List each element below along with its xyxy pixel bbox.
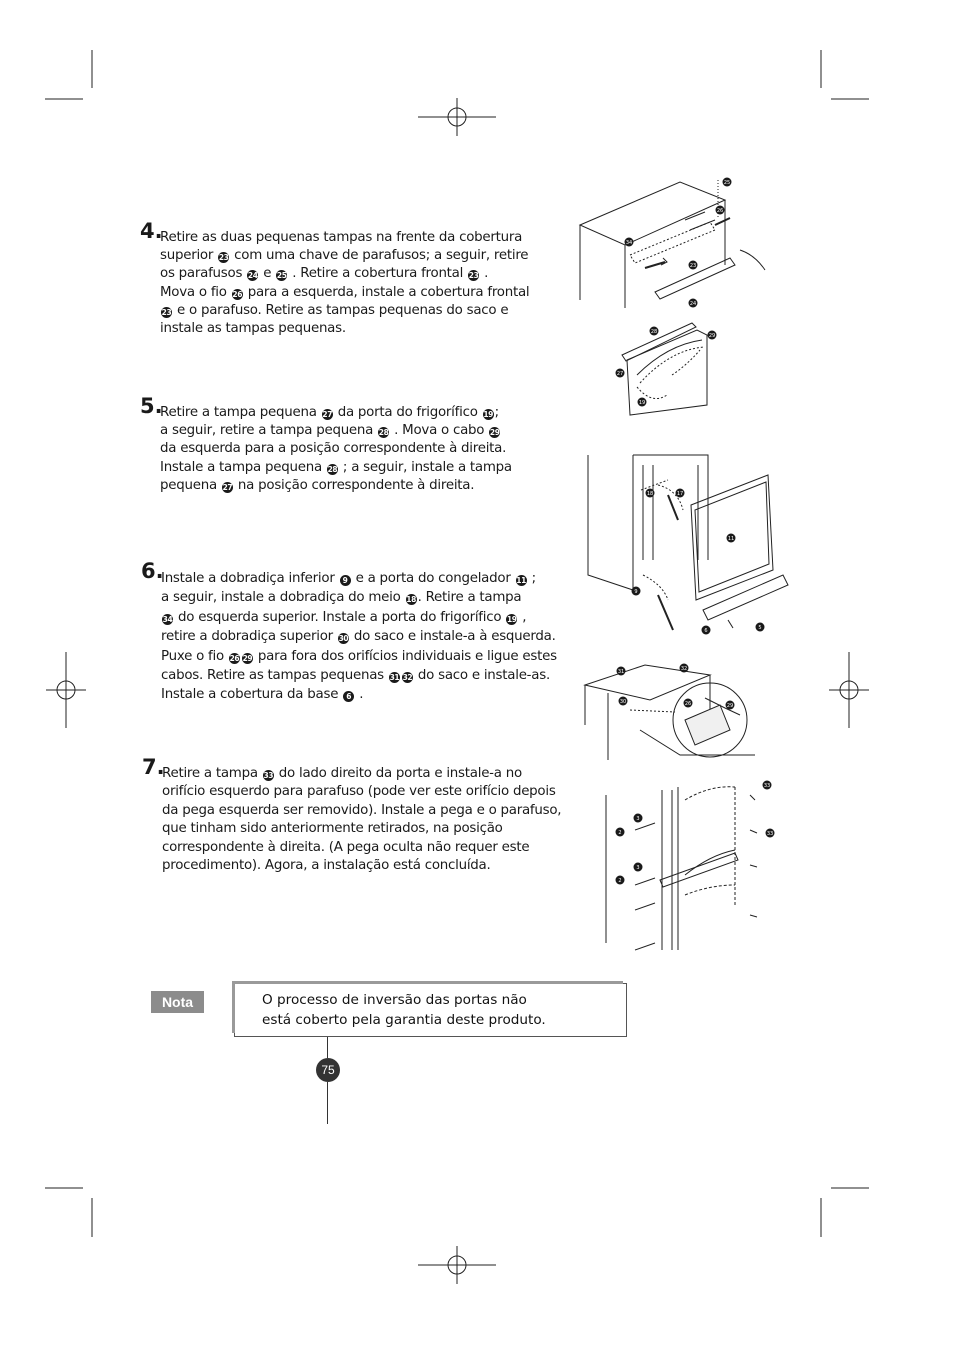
note-line: O processo de inversão das portas não	[262, 992, 527, 1008]
callout-label: 29	[726, 703, 734, 709]
illustration-handle-install	[600, 775, 780, 960]
step-line: os parafusos 24 e 25 . Retire a cobertura frontal 23 .	[160, 266, 489, 282]
step-line: 34 do esquerda superior. Instale a porta do frigorífico 19 ,	[162, 609, 527, 625]
step-text	[160, 404, 512, 495]
callout-label: 34	[625, 240, 633, 246]
part-reference-number: 33	[263, 771, 274, 780]
step-text	[160, 229, 529, 338]
figure-labels	[625, 178, 732, 308]
step-line: pequena 27 na posição correspondente à direita.	[160, 477, 475, 493]
part-reference-number: 26	[232, 289, 243, 299]
step-number: 7.	[142, 755, 165, 779]
part-reference-number: 28	[327, 464, 338, 474]
step-number: 6.	[141, 559, 164, 583]
step-line: procedimento). Agora, a instalação está concluída.	[162, 858, 491, 874]
callout-label: 27	[616, 371, 624, 377]
step-line: Instale a tampa pequena 28 ; a seguir, instale a tampa	[160, 459, 512, 475]
callout-label: 2	[618, 878, 622, 884]
callout-label: 9	[634, 589, 638, 595]
part-reference-number: 30	[338, 634, 349, 644]
illustration-top-cover	[575, 170, 775, 310]
step-line: Instale a cobertura da base 6 .	[161, 687, 364, 703]
step-line: a seguir, instale a dobradiça do meio 18 . Retire a tampa	[161, 590, 522, 606]
part-reference-number: 19	[483, 410, 493, 419]
callout-label: 19	[638, 400, 646, 406]
note-line: está coberto pela garantia deste produto.	[262, 1012, 546, 1028]
part-reference-number: 27	[322, 410, 333, 419]
callout-label: 33	[763, 783, 771, 789]
callout-label: 29	[708, 333, 716, 339]
step-line: Mova o fio 26 para a esquerda, instale a cobertura frontal	[160, 284, 530, 300]
step-line: orifício esquerdo para parafuso (pode ver este orifício depois	[162, 784, 556, 800]
step-text	[161, 569, 557, 705]
part-reference-number: 23	[218, 253, 229, 263]
figure-labels	[617, 664, 735, 710]
part-reference-number: 23	[468, 271, 479, 281]
callout-label: 5	[758, 625, 762, 631]
illustration-top-hinge	[580, 660, 755, 770]
step-line: Retire a tampa pequena 27 da porta do frigorífico 19 ;	[160, 405, 499, 420]
page-number-rule	[327, 1037, 328, 1058]
illustration-freezer-door	[583, 450, 808, 650]
step-line: cabos. Retire as tampas pequenas 31 32 do saco e instale-as.	[161, 668, 550, 684]
part-reference-number: 26	[229, 653, 240, 663]
callout-label: 28	[650, 329, 658, 335]
step-number: 5.	[140, 394, 163, 418]
step-line: 23 e o parafuso. Retire as tampas pequenas do saco e	[161, 302, 509, 318]
step-line: retire a dobradiça superior 30 do saco e instale-a à esquerda.	[161, 629, 556, 645]
note-text	[262, 990, 546, 1030]
illustration-door-top	[612, 315, 722, 420]
step-6	[141, 559, 557, 705]
step-line: superior 23 com uma chave de parafusos; a seguir, retire	[160, 248, 529, 264]
part-reference-number: 23	[161, 307, 172, 317]
callout-label: 31	[617, 669, 625, 675]
part-reference-number: 28	[378, 428, 389, 438]
page-number: 75	[316, 1058, 340, 1082]
callout-label: 3	[636, 865, 640, 871]
callout-label: 6	[704, 628, 708, 634]
note-label: Nota	[151, 991, 204, 1013]
part-reference-number: 11	[516, 576, 526, 585]
part-reference-number: 24	[247, 271, 258, 281]
part-reference-number: 32	[402, 673, 413, 683]
part-reference-number: 34	[162, 614, 173, 624]
callout-label: 18	[646, 491, 654, 497]
step-line: correspondente à direita. (A pega oculta não requer este	[162, 839, 530, 855]
step-line: Retire a tampa 33 do lado direito da porta e instale-a no	[162, 766, 522, 781]
step-line: instale as tampas pequenas.	[160, 321, 346, 337]
callout-label: 26	[684, 701, 692, 707]
part-reference-number: 29	[489, 428, 500, 438]
part-reference-number: 19	[506, 614, 517, 624]
callout-label: 3	[636, 816, 640, 822]
callout-label: 30	[619, 699, 627, 705]
part-reference-number: 25	[276, 271, 287, 281]
step-line: a seguir, retire a tampa pequena 28 . Mova o cabo 29	[160, 423, 500, 439]
step-line: da pega esquerda ser removido). Instale a pega e o parafuso,	[162, 802, 562, 818]
callout-label: 32	[680, 666, 688, 672]
note-box	[234, 983, 627, 1037]
step-4	[140, 219, 530, 338]
callout-label: 33	[766, 831, 774, 837]
step-line: que tinham sido anteriormente retirados, na posição	[162, 821, 503, 837]
step-line: Instale a dobradiça inferior 9 e a porta do congelador 11 ;	[161, 571, 536, 586]
callout-label: 11	[727, 536, 735, 542]
step-line: Puxe o fio 26 29 para fora dos orifícios individuais e ligue estes	[161, 648, 557, 664]
page-number-rule	[327, 1082, 328, 1124]
step-text	[162, 765, 561, 875]
step-5	[140, 394, 512, 495]
callout-label: 26	[716, 208, 724, 214]
part-reference-number: 6	[343, 691, 354, 702]
callout-label: 25	[723, 180, 731, 186]
part-reference-number: 29	[242, 653, 253, 663]
step-number: 4.	[140, 219, 163, 243]
callout-label: 23	[689, 263, 697, 269]
callout-label: 24	[689, 301, 697, 307]
part-reference-number: 18	[406, 595, 416, 605]
step-line: Retire as duas pequenas tampas na frente da cobertura	[160, 230, 523, 245]
figure-labels	[616, 327, 717, 407]
part-reference-number: 9	[340, 575, 351, 586]
part-reference-number: 27	[222, 482, 233, 492]
part-reference-number: 31	[389, 673, 400, 683]
callout-label: 2	[618, 830, 622, 836]
step-line: da esquerda para a posição correspondente à direita.	[160, 441, 507, 457]
step-7	[142, 755, 562, 875]
callout-label: 17	[676, 491, 684, 497]
